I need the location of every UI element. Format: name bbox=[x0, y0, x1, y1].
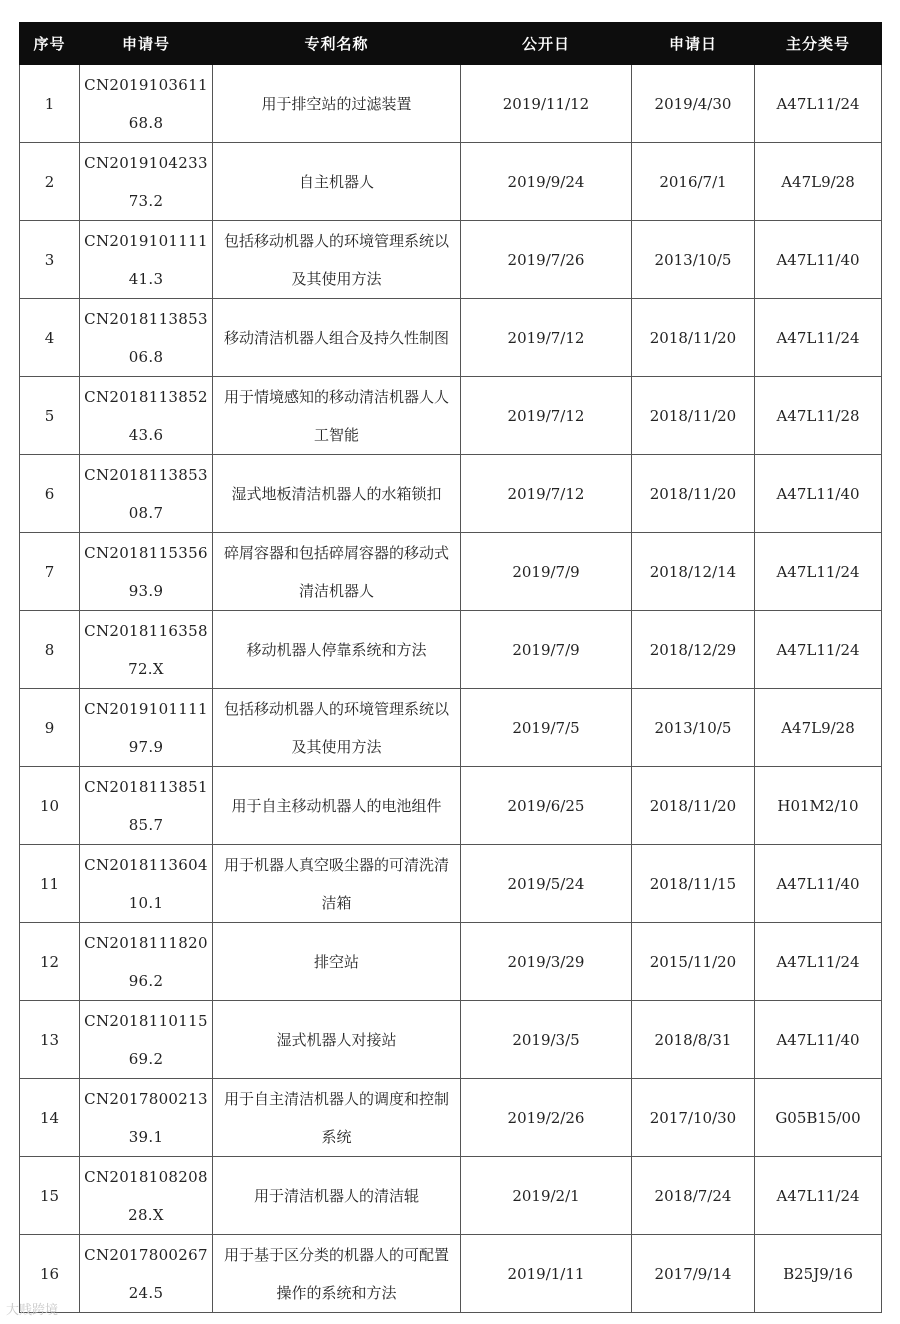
cell-index: 9 bbox=[20, 689, 80, 767]
watermark: 大贱跨境 bbox=[6, 1303, 59, 1318]
cell-patent-name: 用于情境感知的移动清洁机器人人工智能 bbox=[213, 377, 461, 455]
cell-index: 8 bbox=[20, 611, 80, 689]
cell-patent-name: 自主机器人 bbox=[213, 143, 461, 221]
cell-application-number: CN201811385308.7 bbox=[80, 455, 213, 533]
cell-application-date: 2018/12/29 bbox=[632, 611, 755, 689]
cell-publication-date: 2019/2/1 bbox=[461, 1157, 632, 1235]
cell-application-date: 2018/11/20 bbox=[632, 377, 755, 455]
cell-index: 6 bbox=[20, 455, 80, 533]
table-row bbox=[20, 1157, 882, 1235]
cell-main-classification: A47L11/40 bbox=[755, 1001, 882, 1079]
table-row bbox=[20, 1235, 882, 1313]
cell-application-number: CN201910361168.8 bbox=[80, 65, 213, 143]
cell-main-classification: A47L11/40 bbox=[755, 221, 882, 299]
cell-application-number: CN201811385306.8 bbox=[80, 299, 213, 377]
cell-patent-name: 用于清洁机器人的清洁辊 bbox=[213, 1157, 461, 1235]
cell-application-date: 2017/9/14 bbox=[632, 1235, 755, 1313]
table-row bbox=[20, 1001, 882, 1079]
cell-main-classification: B25J9/16 bbox=[755, 1235, 882, 1313]
cell-application-number: CN201811635872.X bbox=[80, 611, 213, 689]
cell-publication-date: 2019/7/9 bbox=[461, 611, 632, 689]
cell-publication-date: 2019/3/29 bbox=[461, 923, 632, 1001]
cell-patent-name: 排空站 bbox=[213, 923, 461, 1001]
cell-index: 15 bbox=[20, 1157, 80, 1235]
cell-patent-name: 用于排空站的过滤装置 bbox=[213, 65, 461, 143]
table-row bbox=[20, 455, 882, 533]
cell-main-classification: A47L11/28 bbox=[755, 377, 882, 455]
cell-index: 14 bbox=[20, 1079, 80, 1157]
table-row bbox=[20, 689, 882, 767]
cell-index: 4 bbox=[20, 299, 80, 377]
cell-application-number: CN201910111141.3 bbox=[80, 221, 213, 299]
cell-main-classification: A47L9/28 bbox=[755, 143, 882, 221]
cell-patent-name: 包括移动机器人的环境管理系统以及其使用方法 bbox=[213, 689, 461, 767]
table-header-row bbox=[20, 23, 882, 65]
cell-application-date: 2018/11/20 bbox=[632, 299, 755, 377]
header-patent-name: 专利名称 bbox=[213, 23, 461, 65]
patent-table bbox=[19, 22, 882, 1313]
header-application-number: 申请号 bbox=[80, 23, 213, 65]
cell-application-date: 2013/10/5 bbox=[632, 221, 755, 299]
cell-main-classification: A47L11/24 bbox=[755, 65, 882, 143]
table-body bbox=[20, 65, 882, 1313]
cell-publication-date: 2019/5/24 bbox=[461, 845, 632, 923]
cell-application-number: CN201810820828.X bbox=[80, 1157, 213, 1235]
cell-publication-date: 2019/7/26 bbox=[461, 221, 632, 299]
cell-publication-date: 2019/9/24 bbox=[461, 143, 632, 221]
cell-patent-name: 用于基于区分类的机器人的可配置操作的系统和方法 bbox=[213, 1235, 461, 1313]
cell-publication-date: 2019/7/9 bbox=[461, 533, 632, 611]
table-row bbox=[20, 143, 882, 221]
cell-publication-date: 2019/3/5 bbox=[461, 1001, 632, 1079]
cell-patent-name: 移动清洁机器人组合及持久性制图 bbox=[213, 299, 461, 377]
table-row bbox=[20, 1079, 882, 1157]
cell-publication-date: 2019/7/12 bbox=[461, 377, 632, 455]
cell-main-classification: A47L11/40 bbox=[755, 455, 882, 533]
cell-application-date: 2019/4/30 bbox=[632, 65, 755, 143]
cell-patent-name: 用于机器人真空吸尘器的可清洗清洁箱 bbox=[213, 845, 461, 923]
cell-publication-date: 2019/2/26 bbox=[461, 1079, 632, 1157]
cell-application-date: 2018/8/31 bbox=[632, 1001, 755, 1079]
table-row bbox=[20, 845, 882, 923]
table-row bbox=[20, 767, 882, 845]
cell-publication-date: 2019/1/11 bbox=[461, 1235, 632, 1313]
cell-application-date: 2017/10/30 bbox=[632, 1079, 755, 1157]
cell-application-number: CN201780021339.1 bbox=[80, 1079, 213, 1157]
cell-application-number: CN201910111197.9 bbox=[80, 689, 213, 767]
cell-index: 2 bbox=[20, 143, 80, 221]
table-row bbox=[20, 923, 882, 1001]
cell-patent-name: 碎屑容器和包括碎屑容器的移动式清洁机器人 bbox=[213, 533, 461, 611]
cell-application-number: CN201811011569.2 bbox=[80, 1001, 213, 1079]
cell-application-date: 2018/7/24 bbox=[632, 1157, 755, 1235]
cell-publication-date: 2019/11/12 bbox=[461, 65, 632, 143]
cell-main-classification: A47L11/24 bbox=[755, 923, 882, 1001]
table-row bbox=[20, 299, 882, 377]
cell-patent-name: 包括移动机器人的环境管理系统以及其使用方法 bbox=[213, 221, 461, 299]
cell-patent-name: 湿式地板清洁机器人的水箱锁扣 bbox=[213, 455, 461, 533]
cell-application-date: 2018/11/20 bbox=[632, 455, 755, 533]
cell-index: 13 bbox=[20, 1001, 80, 1079]
cell-main-classification: A47L9/28 bbox=[755, 689, 882, 767]
header-main-classification: 主分类号 bbox=[755, 23, 882, 65]
cell-application-number: CN201811385185.7 bbox=[80, 767, 213, 845]
cell-index: 11 bbox=[20, 845, 80, 923]
cell-main-classification: A47L11/24 bbox=[755, 611, 882, 689]
cell-publication-date: 2019/7/5 bbox=[461, 689, 632, 767]
cell-application-number: CN201811535693.9 bbox=[80, 533, 213, 611]
cell-index: 7 bbox=[20, 533, 80, 611]
cell-index: 16 bbox=[20, 1235, 80, 1313]
cell-index: 12 bbox=[20, 923, 80, 1001]
cell-application-date: 2018/12/14 bbox=[632, 533, 755, 611]
header-application-date: 申请日 bbox=[632, 23, 755, 65]
cell-main-classification: A47L11/24 bbox=[755, 533, 882, 611]
cell-main-classification: G05B15/00 bbox=[755, 1079, 882, 1157]
cell-patent-name: 用于自主移动机器人的电池组件 bbox=[213, 767, 461, 845]
cell-application-number: CN201811360410.1 bbox=[80, 845, 213, 923]
cell-main-classification: A47L11/24 bbox=[755, 1157, 882, 1235]
cell-index: 10 bbox=[20, 767, 80, 845]
table-row bbox=[20, 221, 882, 299]
cell-publication-date: 2019/7/12 bbox=[461, 455, 632, 533]
cell-index: 1 bbox=[20, 65, 80, 143]
cell-patent-name: 移动机器人停靠系统和方法 bbox=[213, 611, 461, 689]
cell-main-classification: A47L11/40 bbox=[755, 845, 882, 923]
cell-application-date: 2018/11/20 bbox=[632, 767, 755, 845]
cell-main-classification: A47L11/24 bbox=[755, 299, 882, 377]
cell-main-classification: H01M2/10 bbox=[755, 767, 882, 845]
cell-index: 3 bbox=[20, 221, 80, 299]
cell-application-date: 2015/11/20 bbox=[632, 923, 755, 1001]
table-row bbox=[20, 533, 882, 611]
cell-publication-date: 2019/7/12 bbox=[461, 299, 632, 377]
cell-application-number: CN201910423373.2 bbox=[80, 143, 213, 221]
cell-patent-name: 用于自主清洁机器人的调度和控制系统 bbox=[213, 1079, 461, 1157]
cell-application-date: 2018/11/15 bbox=[632, 845, 755, 923]
cell-application-number: CN201780026724.5 bbox=[80, 1235, 213, 1313]
cell-application-date: 2016/7/1 bbox=[632, 143, 755, 221]
cell-patent-name: 湿式机器人对接站 bbox=[213, 1001, 461, 1079]
cell-application-number: CN201811182096.2 bbox=[80, 923, 213, 1001]
cell-application-number: CN201811385243.6 bbox=[80, 377, 213, 455]
cell-application-date: 2013/10/5 bbox=[632, 689, 755, 767]
cell-publication-date: 2019/6/25 bbox=[461, 767, 632, 845]
header-index: 序号 bbox=[20, 23, 80, 65]
header-publication-date: 公开日 bbox=[461, 23, 632, 65]
table-row bbox=[20, 377, 882, 455]
cell-index: 5 bbox=[20, 377, 80, 455]
table-row bbox=[20, 611, 882, 689]
table-row bbox=[20, 65, 882, 143]
